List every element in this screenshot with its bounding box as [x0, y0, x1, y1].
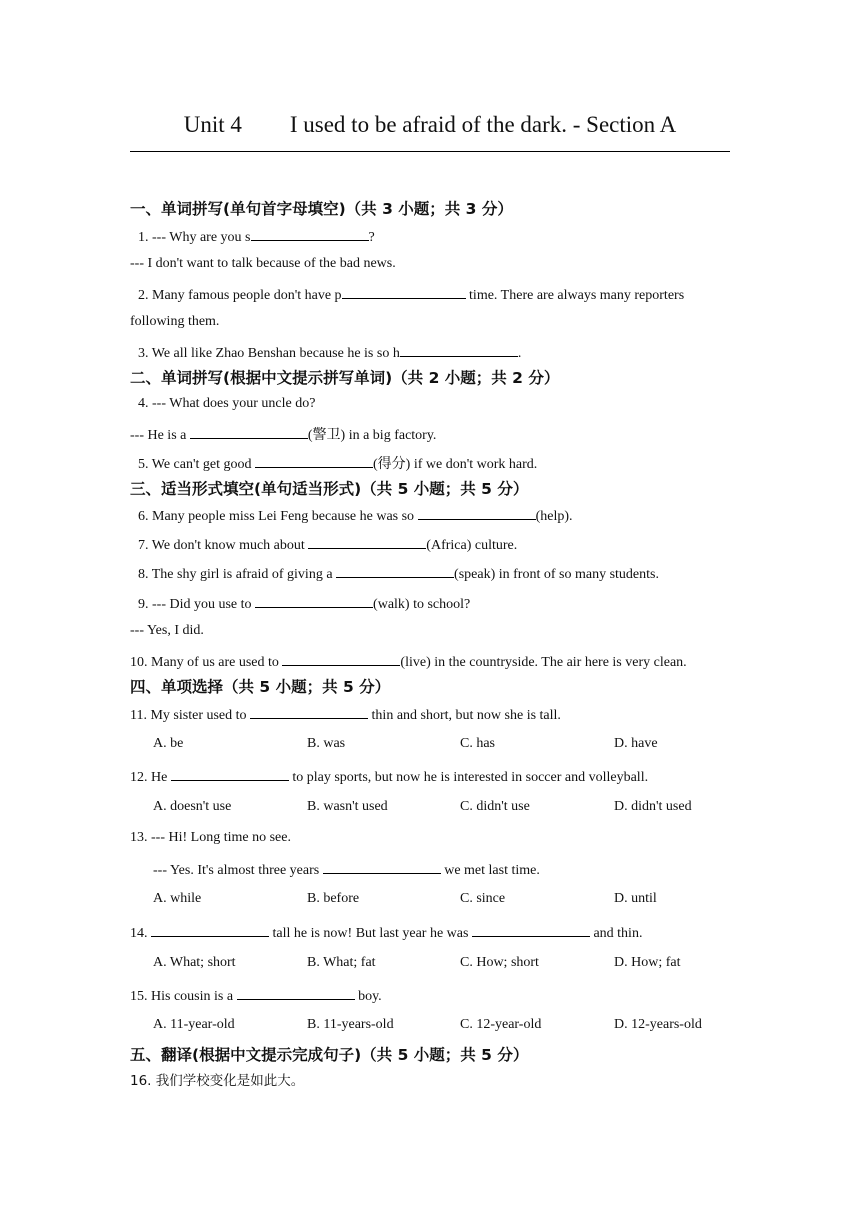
option-c[interactable]: C. How; short [460, 955, 539, 970]
answer-blank[interactable] [400, 342, 518, 357]
option-a[interactable]: A. 11-year-old [153, 1017, 235, 1032]
option-b[interactable]: B. wasn't used [307, 799, 388, 814]
question-15: 15. His cousin is a boy. [130, 985, 382, 1006]
option-a[interactable]: A. be [153, 736, 184, 751]
question-7: 7. We don't know much about (Africa) culture. [138, 534, 517, 555]
option-b[interactable]: B. before [307, 891, 360, 906]
question-4: 4. --- What does your uncle do? [138, 396, 316, 411]
title-divider [130, 151, 730, 152]
option-b[interactable]: B. 11-years-old [307, 1017, 394, 1032]
option-d[interactable]: D. didn't used [614, 799, 692, 814]
answer-blank[interactable] [171, 766, 289, 781]
title-text: I used to be afraid of the dark. - Section A [289, 112, 677, 137]
option-a[interactable]: A. What; short [153, 955, 236, 970]
option-c[interactable]: C. 12-year-old [460, 1017, 542, 1032]
answer-blank[interactable] [308, 534, 426, 549]
page-title [130, 112, 730, 144]
answer-blank[interactable] [336, 563, 454, 578]
question-6: 6. Many people miss Lei Feng because he was so (help). [138, 505, 573, 526]
answer-blank[interactable] [255, 453, 373, 468]
option-b[interactable]: B. was [307, 736, 346, 751]
answer-blank[interactable] [282, 651, 400, 666]
option-d[interactable]: D. have [614, 736, 658, 751]
answer-blank[interactable] [151, 922, 269, 937]
question-5: 5. We can't get good (得分) if we don't work hard. [138, 453, 537, 474]
answer-blank[interactable] [342, 284, 466, 299]
option-c[interactable]: C. has [460, 736, 495, 751]
option-d[interactable]: D. 12-years-old [614, 1017, 702, 1032]
answer-blank[interactable] [472, 922, 590, 937]
option-d[interactable]: D. until [614, 891, 657, 906]
option-c[interactable]: C. didn't use [460, 799, 530, 814]
unit-label: Unit 4 [183, 112, 242, 137]
question-9: 9. --- Did you use to (walk) to school? [138, 593, 470, 614]
question-12: 12. He to play sports, but now he is interested in soccer and volleyball. [130, 766, 648, 787]
question-16: 16. 我们学校变化是如此大。 [130, 1073, 305, 1089]
option-a[interactable]: A. while [153, 891, 202, 906]
answer-blank[interactable] [250, 704, 368, 719]
section-heading-3: 三、适当形式填空(单句适当形式)（共 5 小题；共 5 分） [130, 480, 529, 498]
answer-blank[interactable] [190, 424, 308, 439]
section-heading-4: 四、单项选择（共 5 小题；共 5 分） [130, 678, 391, 696]
option-b[interactable]: B. What; fat [307, 955, 376, 970]
answer-blank[interactable] [323, 859, 441, 874]
question-13-reply: --- Yes. It's almost three years we met last time. [153, 859, 540, 880]
question-8: 8. The shy girl is afraid of giving a (speak) in front of so many students. [138, 563, 659, 584]
question-4-reply: --- He is a (警卫) in a big factory. [130, 424, 436, 445]
question-13: 13. --- Hi! Long time no see. [130, 830, 291, 845]
question-1: 1. --- Why are you s ? [138, 226, 375, 247]
section-heading-5: 五、翻译(根据中文提示完成句子)（共 5 小题；共 5 分） [130, 1046, 529, 1064]
question-3: 3. We all like Zhao Benshan because he is so h . [138, 342, 521, 363]
question-14: 14. tall he is now! But last year he was and thin. [130, 922, 642, 943]
question-10: 10. Many of us are used to (live) in the countryside. The air here is very clean. [130, 651, 687, 672]
question-11: 11. My sister used to thin and short, but now she is tall. [130, 704, 561, 725]
option-a[interactable]: A. doesn't use [153, 799, 232, 814]
answer-blank[interactable] [255, 593, 373, 608]
question-2-continuation: following them. [130, 314, 220, 329]
answer-blank[interactable] [418, 505, 536, 520]
answer-blank[interactable] [251, 226, 369, 241]
option-d[interactable]: D. How; fat [614, 955, 681, 970]
question-2: 2. Many famous people don't have p time. There are always many reporters [138, 284, 684, 305]
option-c[interactable]: C. since [460, 891, 506, 906]
answer-blank[interactable] [237, 985, 355, 1000]
section-heading-2: 二、单词拼写(根据中文提示拼写单词)（共 2 小题；共 2 分） [130, 369, 560, 387]
question-1-reply: --- I don't want to talk because of the bad news. [130, 256, 396, 271]
question-9-reply: --- Yes, I did. [130, 623, 204, 638]
section-heading-1: 一、单词拼写(单句首字母填空)（共 3 小题；共 3 分） [130, 200, 513, 218]
